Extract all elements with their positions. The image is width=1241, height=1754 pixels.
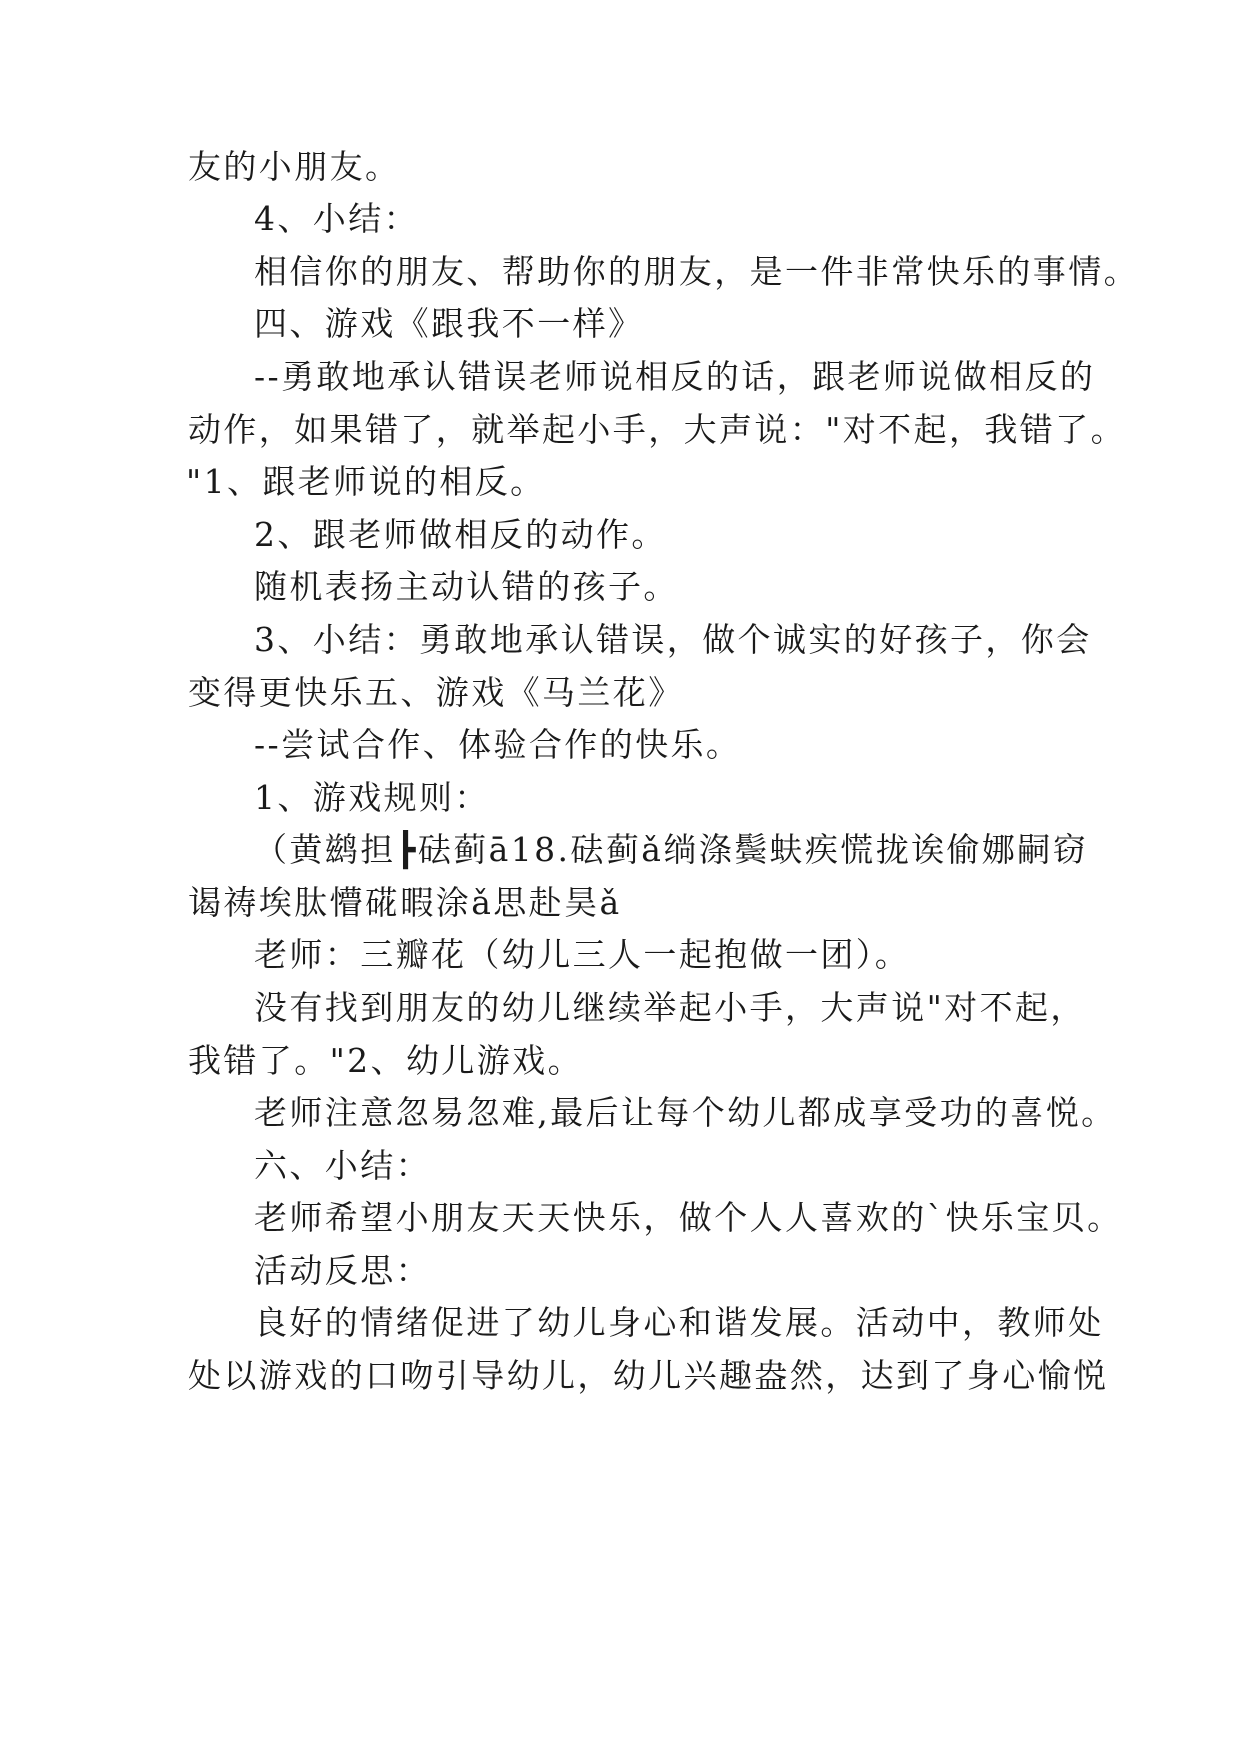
- section-heading: 六、小结：: [254, 1146, 431, 1185]
- text-line: 老师注意忽易忽难,最后让每个幼儿都成享受功的喜悦。: [254, 1093, 1117, 1132]
- text-line: （黄鹚担┣砝蓟ā18.砝蓟ǎ绱涤鬓蚨疾慌拢诶偷娜嗣窃: [254, 830, 1089, 869]
- text-line: 3、小结：勇敢地承认错误，做个诚实的好孩子，你会: [254, 620, 1092, 659]
- text-line: 没有找到朋友的幼儿继续举起小手，大声说"对不起，: [254, 988, 1086, 1027]
- text-line: 2、跟老师做相反的动作。: [254, 515, 667, 554]
- text-line: --尝试合作、体验合作的快乐。: [254, 725, 742, 764]
- text-line: 我错了。"2、幼儿游戏。: [188, 1041, 583, 1080]
- text-line: 老师：三瓣花（幼儿三人一起抱做一团）。: [254, 935, 911, 974]
- text-line: 1、游戏规则：: [254, 778, 490, 817]
- section-heading: 活动反思：: [254, 1251, 431, 1290]
- text-line: 动作，如果错了，就举起小手，大声说："对不起，我错了。: [188, 410, 1126, 449]
- text-line: 谒祷埃肽懵硴暇涂ǎ思赴昊ǎ: [188, 883, 622, 922]
- text-line: --勇敢地承认错误老师说相反的话，跟老师说做相反的: [254, 357, 1096, 396]
- section-heading: 四、游戏《跟我不一样》: [254, 304, 644, 343]
- text-line: 良好的情绪促进了幼儿身心和谐发展。活动中，教师处: [254, 1303, 1104, 1342]
- text-line: 友的小朋友。: [188, 147, 401, 186]
- text-line: 处以游戏的口吻引导幼儿，幼儿兴趣盎然，达到了身心愉悦: [188, 1356, 1109, 1395]
- text-line: "1、跟老师说的相反。: [186, 462, 546, 501]
- text-line: 随机表扬主动认错的孩子。: [254, 567, 679, 606]
- text-line: 变得更快乐五、游戏《马兰花》: [188, 673, 684, 712]
- text-line: 相信你的朋友、帮助你的朋友，是一件非常快乐的事情。: [254, 252, 1139, 291]
- text-line: 老师希望小朋友天天快乐，做个人人喜欢的`快乐宝贝。: [254, 1198, 1123, 1237]
- text-line: 4、小结：: [254, 199, 419, 238]
